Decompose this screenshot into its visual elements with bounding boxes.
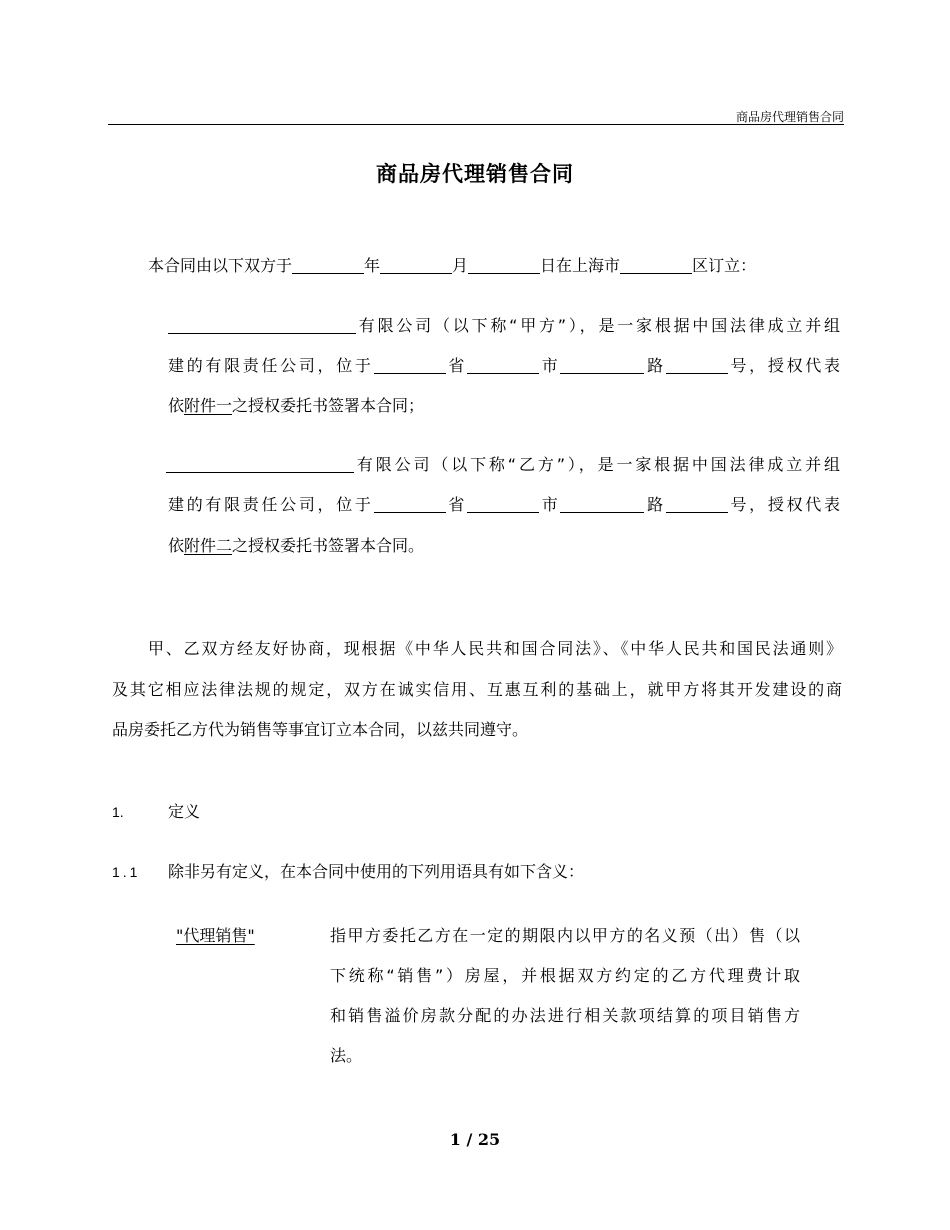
party-b-province: 省: [445, 495, 468, 514]
clause-number: 1.1: [112, 864, 141, 880]
party-b-province-blank: [374, 496, 446, 513]
party-a-number: 号，授权代表: [727, 356, 840, 375]
party-b-road: 路: [644, 495, 666, 514]
party-a-line3-prefix: 依: [168, 396, 185, 415]
party-b-number: 号，授权代表: [727, 495, 840, 514]
party-a-line1-text: 有限公司（以下称“甲方”），是一家根据中国法律成立并组: [356, 316, 840, 335]
party-a-number-blank: [666, 357, 728, 374]
year-blank: [292, 257, 364, 274]
intro-line: [148, 256, 756, 276]
intro-year: 年: [364, 256, 381, 275]
party-a-province-blank: [374, 357, 446, 374]
intro-day-place: 日在上海市: [540, 256, 621, 275]
party-b-line2: [168, 495, 840, 515]
preamble-line2: 及其它相应法律法规的规定，双方在诚实信用、互惠互利的基础上，就甲方将其开发建设的商: [112, 680, 842, 699]
month-blank: [380, 257, 452, 274]
party-a-road: 路: [644, 356, 666, 375]
party-b-line3-suffix: 之授权委托书签署本合同。: [232, 536, 425, 555]
party-b-name-blank: [166, 456, 354, 473]
intro-month: 月: [452, 256, 469, 275]
definition-line4: 法。: [330, 1046, 363, 1065]
running-header: 商品房代理销售合同: [735, 110, 844, 124]
party-b-number-blank: [666, 496, 728, 513]
annex-1-link[interactable]: 附件一: [184, 396, 233, 415]
document-title: 商品房代理销售合同: [376, 162, 574, 186]
party-b-line3-prefix: 依: [168, 536, 185, 555]
header-rule: [108, 124, 844, 125]
party-b-line1: [166, 455, 840, 475]
day-blank: [468, 257, 540, 274]
page-number: 1 / 25: [449, 1130, 501, 1149]
party-a-line3-suffix: 之授权委托书签署本合同；: [232, 396, 425, 415]
party-a-province: 省: [445, 356, 468, 375]
party-a-city-blank: [467, 357, 539, 374]
party-a-line2: [168, 356, 840, 376]
definition-line3: 和销售溢价房款分配的办法进行相关款项结算的项目销售方: [330, 1006, 800, 1025]
annex-2-link[interactable]: 附件二: [184, 536, 233, 555]
party-b-city-blank: [467, 496, 539, 513]
party-a-name-blank: [168, 317, 356, 334]
section-heading: 定义: [168, 802, 201, 821]
clause-text: 除非另有定义，在本合同中使用的下列用语具有如下含义：: [168, 862, 585, 881]
definition-line2: 下统称“销售”）房屋，并根据双方约定的乙方代理费计取: [330, 966, 800, 985]
section-number: 1.: [112, 804, 124, 820]
intro-prefix: 本合同由以下双方于: [148, 256, 293, 275]
intro-suffix: 区订立：: [692, 256, 757, 275]
district-blank: [620, 257, 692, 274]
party-a-road-blank: [560, 357, 644, 374]
party-b-line3: [168, 536, 424, 556]
party-b-located: 建的有限责任公司，位于: [168, 495, 374, 514]
party-a-city: 市: [539, 356, 561, 375]
party-b-city: 市: [539, 495, 561, 514]
definition-term: "代理销售": [176, 926, 255, 945]
party-b-line1-text: 有限公司（以下称“乙方”），是一家根据中国法律成立并组: [354, 455, 840, 474]
preamble-line3: 品房委托乙方代为销售等事宜订立本合同，以兹共同遵守。: [112, 720, 529, 739]
party-a-located: 建的有限责任公司，位于: [168, 356, 374, 375]
definition-line1: 指甲方委托乙方在一定的期限内以甲方的名义预（出）售（以: [330, 926, 800, 945]
party-a-line1: [168, 316, 840, 336]
party-b-road-blank: [560, 496, 644, 513]
preamble-line1: 甲、乙双方经友好协商，现根据《中华人民共和国合同法》、《中华人民共和国民法通则》: [148, 639, 842, 658]
party-a-line3: [168, 396, 424, 416]
